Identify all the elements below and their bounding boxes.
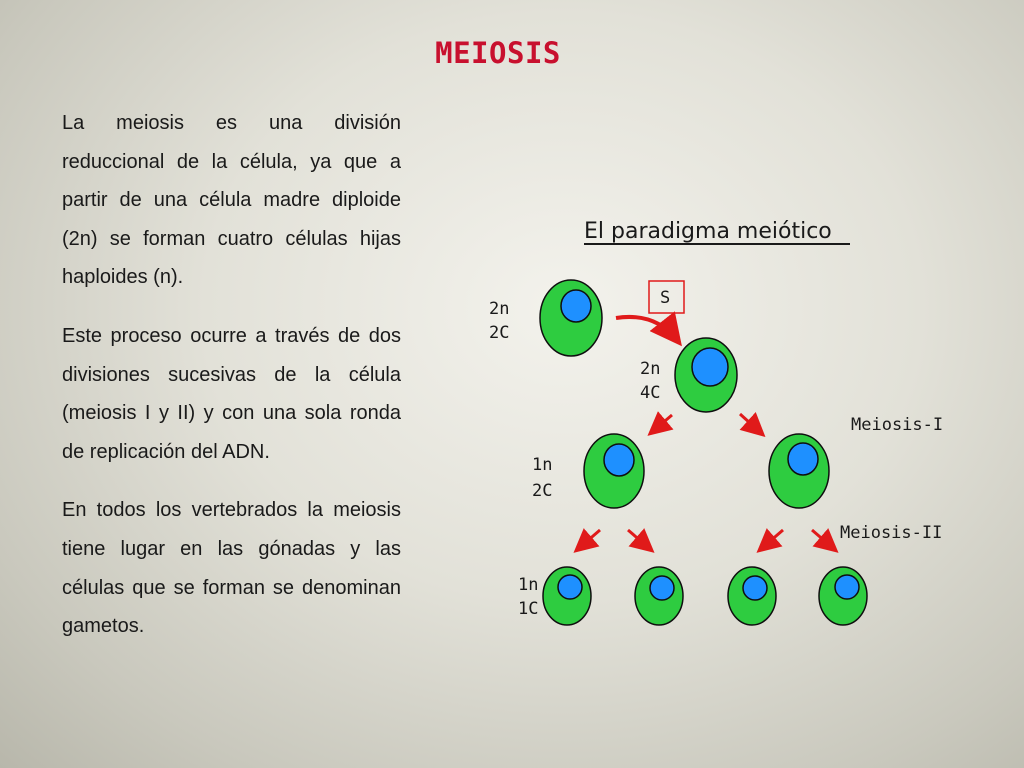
nucleus [558, 575, 582, 599]
label-replicated-content: 4C [640, 383, 661, 403]
nucleus [604, 444, 634, 476]
label-gamete-content: 1C [518, 599, 539, 619]
diagram-title: El paradigma meiótico [584, 219, 832, 244]
nucleus [743, 576, 767, 600]
label-mother-content: 2C [489, 323, 510, 343]
paragraph-gametes: En todos los vertebrados la meiosis tiene lugar en las gónadas y las células que se forman se denominan gametos. [62, 499, 401, 638]
s-phase-arrow [616, 317, 677, 340]
label-meiosis-1-content: 2C [532, 481, 553, 501]
label-meiosis-1-ploidy: 1n [532, 455, 553, 475]
meiosis-1-arrow-right [740, 414, 761, 433]
label-gamete-ploidy: 1n [518, 575, 539, 595]
meiosis-2-label: Meiosis-II [840, 523, 943, 543]
s-phase-label: S [660, 288, 671, 308]
cell-gamete-2 [635, 567, 683, 625]
nucleus [692, 348, 728, 386]
meiosis-2-arrow-4 [812, 530, 834, 549]
slide-title: MEIOSIS [435, 36, 561, 70]
paragraph-process: Este proceso ocurre a través de dos divisiones sucesivas de la célula (meiosis I y II) y con una sola ronda de replicación del ADN. [62, 324, 401, 463]
nucleus [788, 443, 818, 475]
cell-mother [540, 280, 602, 356]
nucleus [561, 290, 591, 322]
cell-replicated [675, 338, 737, 412]
cell-gamete-4 [819, 567, 867, 625]
meiosis-2-arrow-1 [578, 530, 600, 549]
meiosis-2-arrow-3 [761, 530, 783, 549]
label-mother-ploidy: 2n [489, 299, 510, 319]
label-replicated-ploidy: 2n [640, 359, 661, 379]
paragraph-definition: La meiosis es una división reduccional de la célula, ya que a partir de una célula madre diploide (2n) se forman cuatro células hijas haploides (n). [62, 112, 401, 289]
cell-gamete-1 [543, 567, 591, 625]
meiosis-2-arrow-2 [628, 530, 650, 549]
meiosis-1-label: Meiosis-I [851, 415, 944, 435]
cell-meiosis-1-left [584, 434, 644, 508]
cell-gamete-3 [728, 567, 776, 625]
meiosis-1-arrow-left [652, 415, 672, 432]
cell-meiosis-1-right [769, 434, 829, 508]
nucleus [650, 576, 674, 600]
nucleus [835, 575, 859, 599]
